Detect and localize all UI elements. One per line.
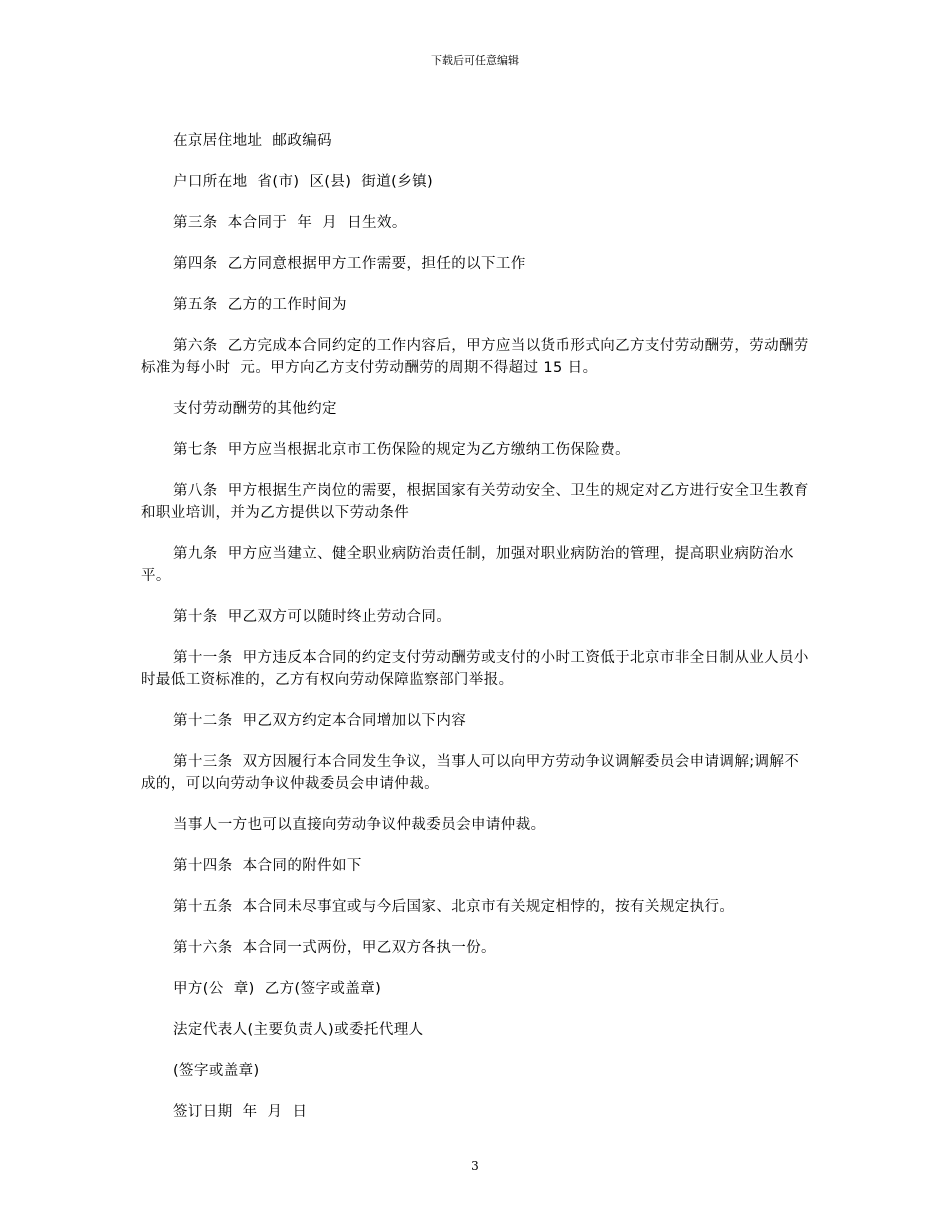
- paragraph-article-13: 第十三条 双方因履行本合同发生争议，当事人可以向甲方劳动争议调解委员会申请调解;调解不成的，可以向劳动争议仲裁委员会申请仲裁。: [141, 754, 800, 792]
- paragraph-signature-parties: 甲方(公 章) 乙方(签字或盖章): [173, 981, 382, 997]
- paragraph-article-5: 第五条 乙方的工作时间为: [173, 297, 347, 313]
- paragraph-article-11: 第十一条 甲方违反本合同的约定支付劳动酬劳或支付的小时工资低于北京市非全日制从业人员小时最低工资标准的，乙方有权向劳动保障监察部门举报。: [141, 650, 809, 688]
- paragraph-sign-or-seal: (签字或盖章): [173, 1063, 260, 1079]
- paragraph-arbitration-note: 当事人一方也可以直接向劳动争议仲裁委员会申请仲裁。: [173, 817, 546, 833]
- paragraph-other-payment-terms: 支付劳动酬劳的其他约定: [173, 401, 337, 417]
- paragraph-legal-representative: 法定代表人(主要负责人)或委托代理人: [173, 1022, 424, 1038]
- paragraph-article-10: 第十条 甲乙双方可以随时终止劳动合同。: [173, 609, 452, 625]
- paragraph-household-registration: 户口所在地 省(市) 区(县) 街道(乡镇): [173, 174, 434, 190]
- paragraph-article-16: 第十六条 本合同一式两份，甲乙双方各执一份。: [173, 940, 496, 956]
- paragraph-article-6: 第六条 乙方完成本合同约定的工作内容后，甲方应当以货币形式向乙方支付劳动酬劳，劳动酬劳标准为每小时 元。甲方向乙方支付劳动酬劳的周期不得超过 15 日。: [141, 338, 809, 376]
- page-header: 下载后可任意编辑: [431, 54, 519, 67]
- document-body: [141, 130, 809, 1142]
- paragraph-article-12: 第十二条 甲乙双方约定本合同增加以下内容: [173, 713, 467, 729]
- paragraph-article-7: 第七条 甲方应当根据北京市工伤保险的规定为乙方缴纳工伤保险费。: [173, 442, 631, 458]
- paragraph-article-8: 第八条 甲方根据生产岗位的需要，根据国家有关劳动安全、卫生的规定对乙方进行安全卫生教育和职业培训，并为乙方提供以下劳动条件: [141, 483, 809, 521]
- paragraph-article-4: 第四条 乙方同意根据甲方工作需要，担任的以下工作: [173, 256, 526, 272]
- paragraph-article-15: 第十五条 本合同未尽事宜或与今后国家、北京市有关规定相悖的，按有关规定执行。: [173, 899, 735, 915]
- paragraph-signing-date: 签订日期 年 月 日: [173, 1104, 308, 1120]
- paragraph-article-9: 第九条 甲方应当建立、健全职业病防治责任制，加强对职业病防治的管理，提高职业病防治水平。: [141, 546, 794, 584]
- page-number: 3: [471, 1159, 479, 1173]
- paragraph-article-3: 第三条 本合同于 年 月 日生效。: [173, 215, 407, 231]
- paragraph-residence-address: 在京居住地址 邮政编码: [173, 133, 333, 149]
- paragraph-article-14: 第十四条 本合同的附件如下: [173, 858, 362, 874]
